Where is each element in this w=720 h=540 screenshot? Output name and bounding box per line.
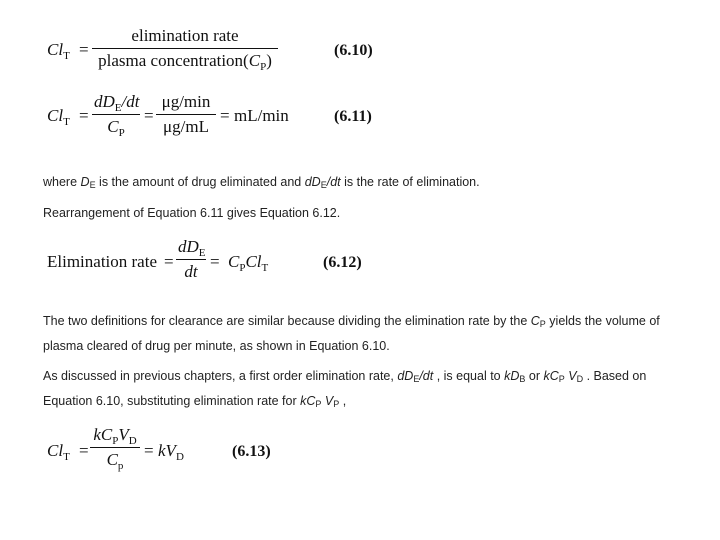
eq613-number: (6.13) [232, 443, 271, 460]
definition-text: where DE is the amount of drug eliminated and dDE/dt is the rate of elimination. [43, 175, 480, 190]
eq612-number: (6.12) [323, 254, 362, 271]
eq613-rhs: $kV_D$ [158, 441, 184, 463]
first-order-paragraph: As discussed in previous chapters, a first order elimination rate, dDE/dt , is equal to kDB or kCP VD . Based on Equation 6.10, substituting elimination rate for kCP VP , [43, 369, 647, 409]
eq613-equals-2: = [144, 441, 154, 460]
clearance-paragraph: The two definitions for clearance are similar because dividing the elimination rate by the CP yields the volume of plasma cleared of drug per minute, as shown in Equation 6.10. [43, 314, 660, 353]
eq611-lhs: $Cl_T$ [47, 106, 70, 128]
eq611-equals-2: = [144, 106, 154, 125]
eq612-lhs: Elimination rate [47, 252, 157, 271]
eq613-fraction: $kC_PV_D$ $C_p$ [90, 425, 140, 470]
eq612-rhs: $C_PCl_T$ [228, 252, 269, 274]
rearrangement-text: Rearrangement of Equation 6.11 gives Equation 6.12. [43, 206, 341, 220]
eq612-equals-2: = [210, 252, 220, 271]
eq611-rhs: mL/min [234, 106, 289, 125]
eq610-numerator: elimination rate [92, 26, 278, 49]
eq612-fraction: $dD_E$ dt [178, 237, 206, 281]
eq610-fraction [92, 26, 278, 71]
eq611-equals-3: = [220, 106, 230, 125]
eq613-lhs: $Cl_T$ [47, 441, 70, 463]
eq611-equals-1: = [79, 106, 89, 125]
eq611-fraction-2: μg/min μg/mL [156, 92, 216, 137]
eq612-equals-1: = [164, 252, 174, 271]
eq610-equals: = [79, 40, 89, 59]
eq610-number: (6.10) [334, 42, 373, 59]
eq610-denominator: plasma $concentration(C_P)$ [98, 51, 272, 73]
eq613-equals-1: = [79, 441, 89, 460]
eq610-lhs: $Cl_T$ [47, 40, 70, 62]
eq611-number: (6.11) [334, 108, 372, 125]
eq611-fraction-1: $dD_E/dt$ $C_P$ [94, 92, 140, 139]
